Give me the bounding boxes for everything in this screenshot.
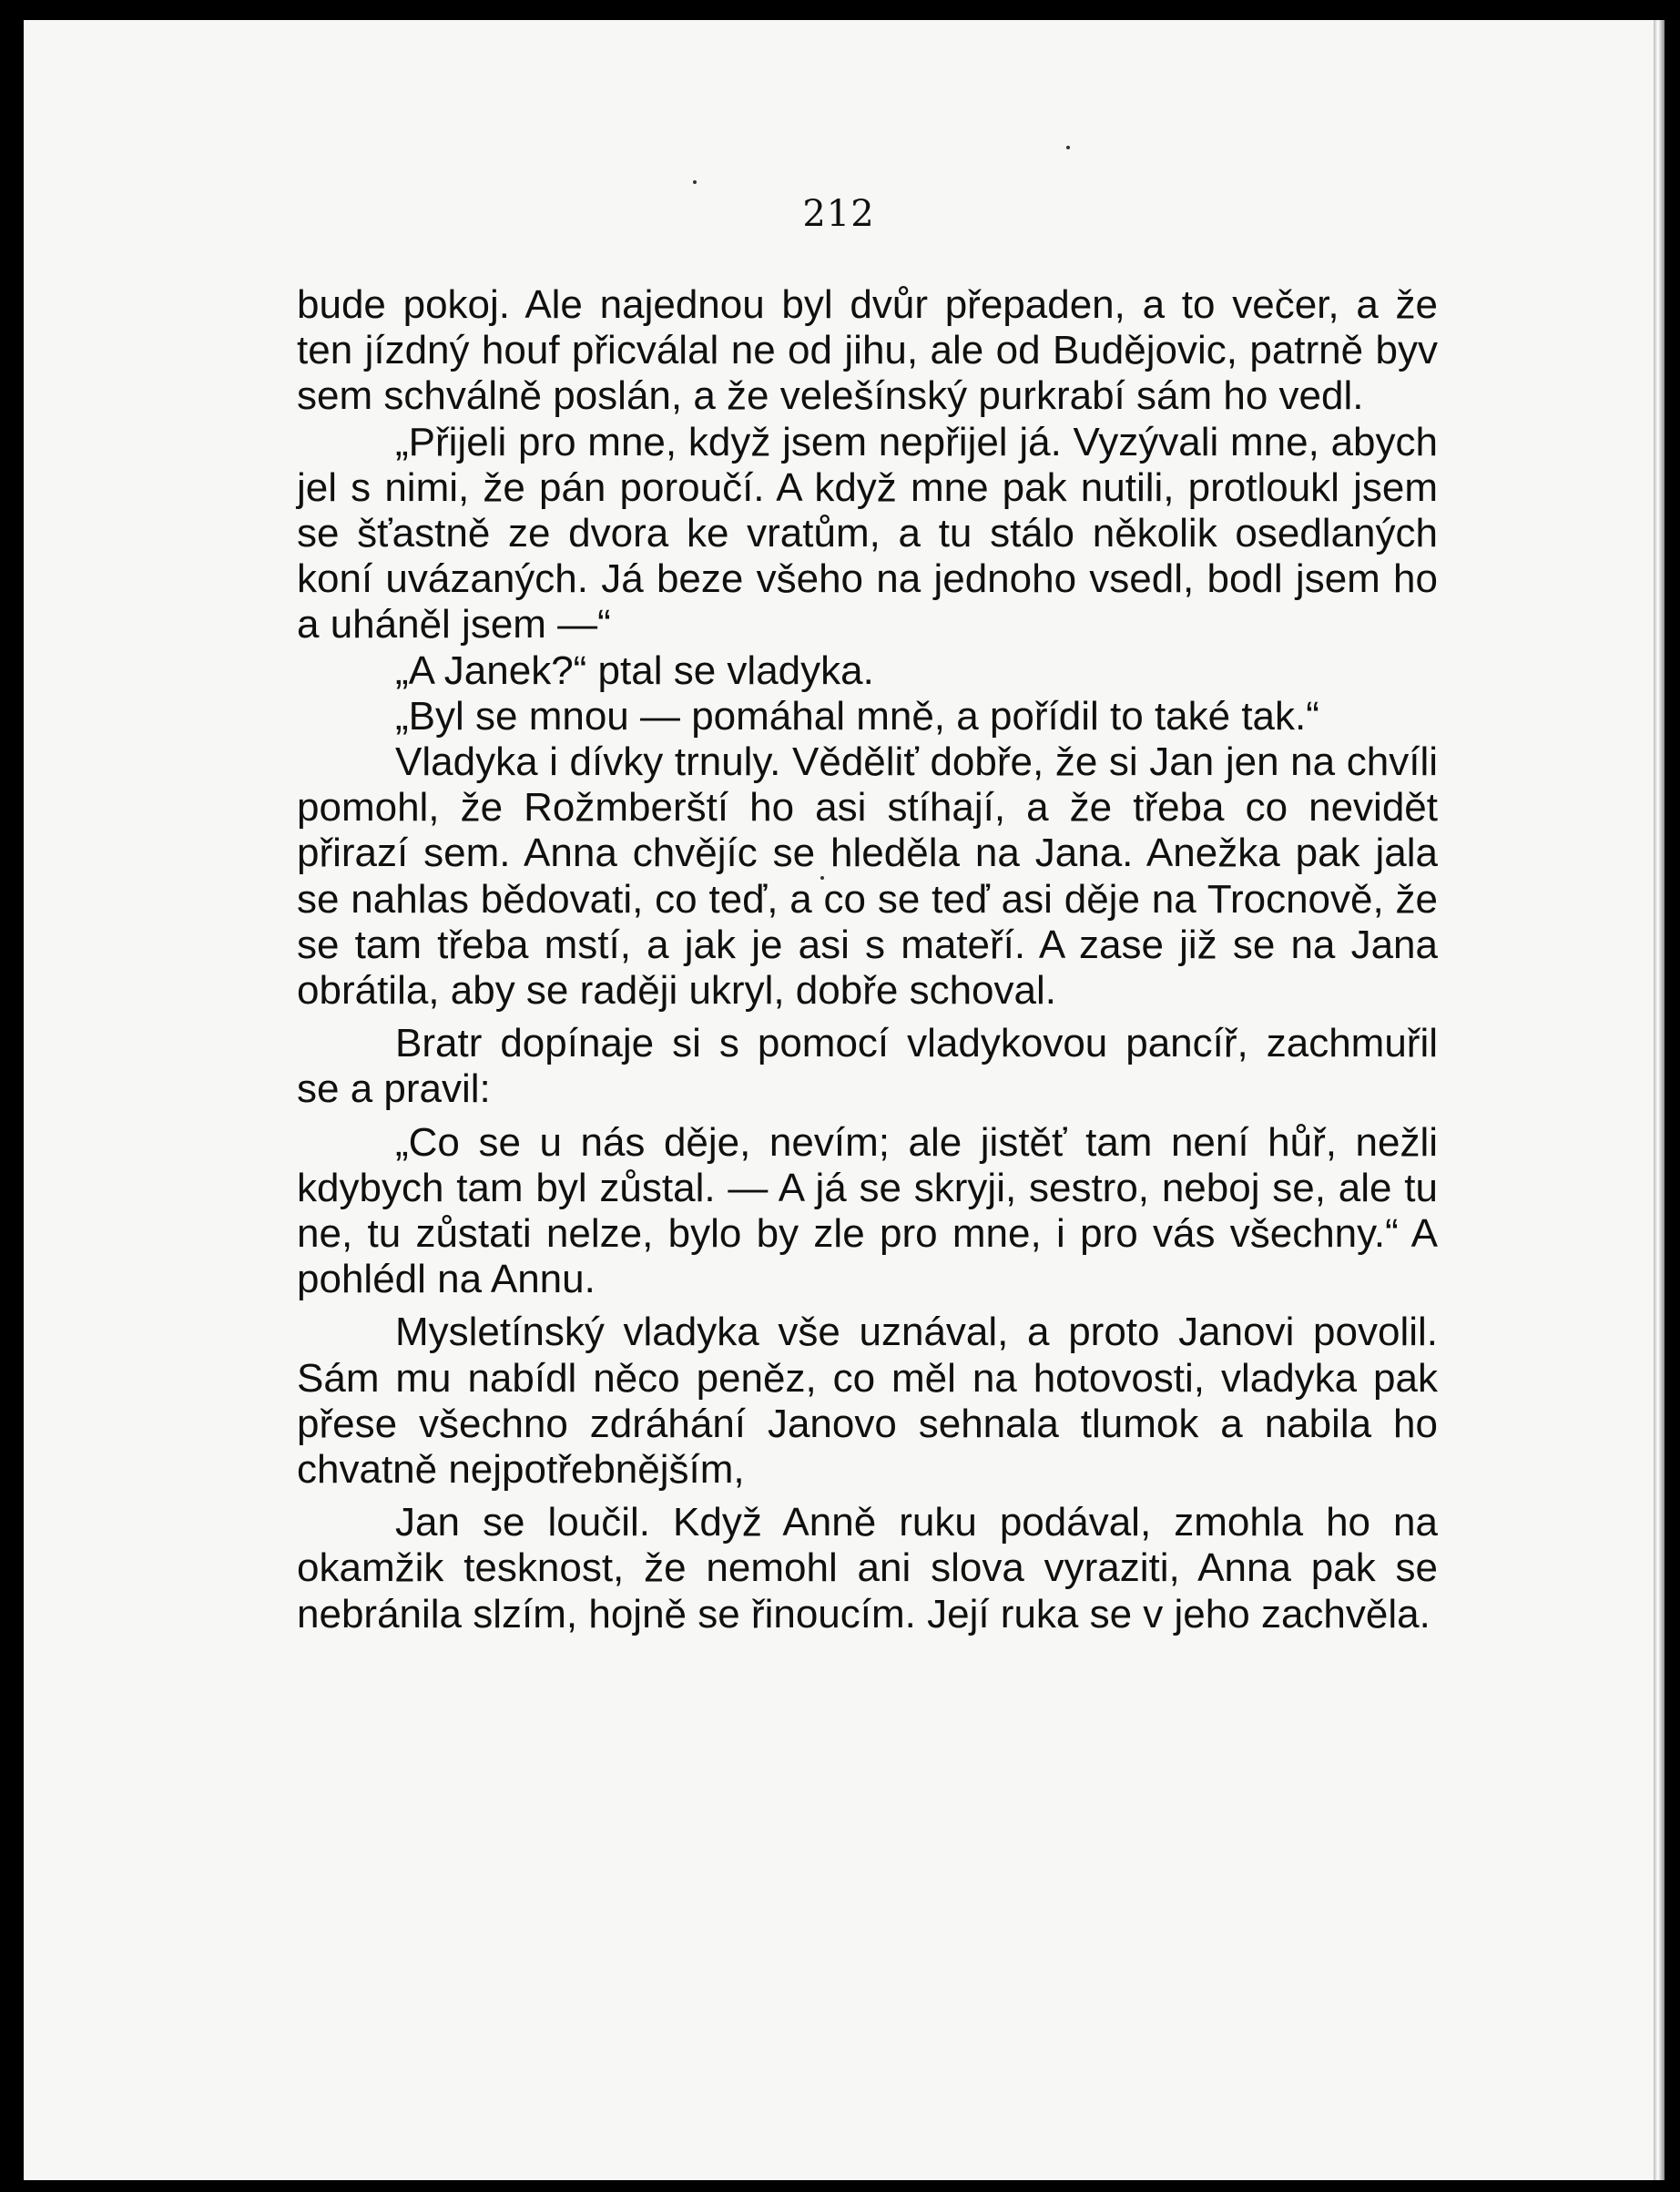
page-edge: [1654, 20, 1665, 2180]
paragraph: Jan se loučil. Když Anně ruku podával, zmohla ho na okamžik tesknost, že nemohl ani slova vyraziti, Anna pak se nebránila slzím, hojně se řinoucím. Její ruka se v jeho zachvěla.: [297, 1500, 1438, 1636]
paragraph: Vladyka i dívky trnuly. Věděliť dobře, že si Jan jen na chvíli pomohl, že Rožmberští ho asi stíhají, a že třeba co nevidět přirazí sem. Anna chvějíc se hleděla na Jana. Anežka pak jala se nahlas bědovati, co teď, a co se teď asi děje na Trocnově, že se tam třeba mstí, a jak je asi s mateří. A zase již se na Jana obrátila, aby se raději ukryl, dobře schoval.: [297, 739, 1438, 1014]
paragraph: bude pokoj. Ale najednou byl dvůr přepaden, a to večer, a že ten jízdný houf přicválal ne od jihu, ale od Budějovic, patrně byv sem schválně poslán, a že velešínský purkrabí sám ho vedl.: [297, 282, 1438, 419]
scan-speck: [693, 180, 697, 184]
paragraph: „Byl se mnou — pomáhal mně, a pořídil to také tak.“: [395, 693, 1319, 739]
paragraph: „A Janek?“ ptal se vladyka.: [395, 647, 874, 693]
paragraph: „Co se u nás děje, nevím; ale jistěť tam není hůř, nežli kdybych tam byl zůstal. — A já se skryji, sestro, neboj se, ale tu ne, tu zůstati nelze, bylo by zle pro mne, i pro vás všechny.“ A pohlédl na Annu.: [297, 1119, 1438, 1302]
body-text: [297, 282, 1438, 1637]
book-page: [24, 20, 1654, 2180]
paragraph: „Přijeli pro mne, když jsem nepřijel já. Vyzývali mne, abych jel s nimi, že pán poroučí. A když mne pak nutili, protloukl jsem se šťastně ze dvora ke vratům, a tu stálo několik osedlaných koní uvázaných. Já beze všeho na jednoho vsedl, bodl jsem ho a uháněl jsem —“: [297, 419, 1438, 647]
paragraph: Bratr dopínaje si s pomocí vladykovou pancíř, zachmuřil se a pravil:: [297, 1021, 1438, 1112]
paragraph: Mysletínský vladyka vše uznával, a proto Janovi povolil. Sám mu nabídl něco peněz, co měl na hotovosti, vladyka pak přese všechno zdráhání Janovo sehnala tlumok a nabila ho chvatně nejpotřebnějším,: [297, 1310, 1438, 1493]
scan-speck: [1066, 146, 1070, 149]
page-number: 212: [802, 193, 875, 235]
